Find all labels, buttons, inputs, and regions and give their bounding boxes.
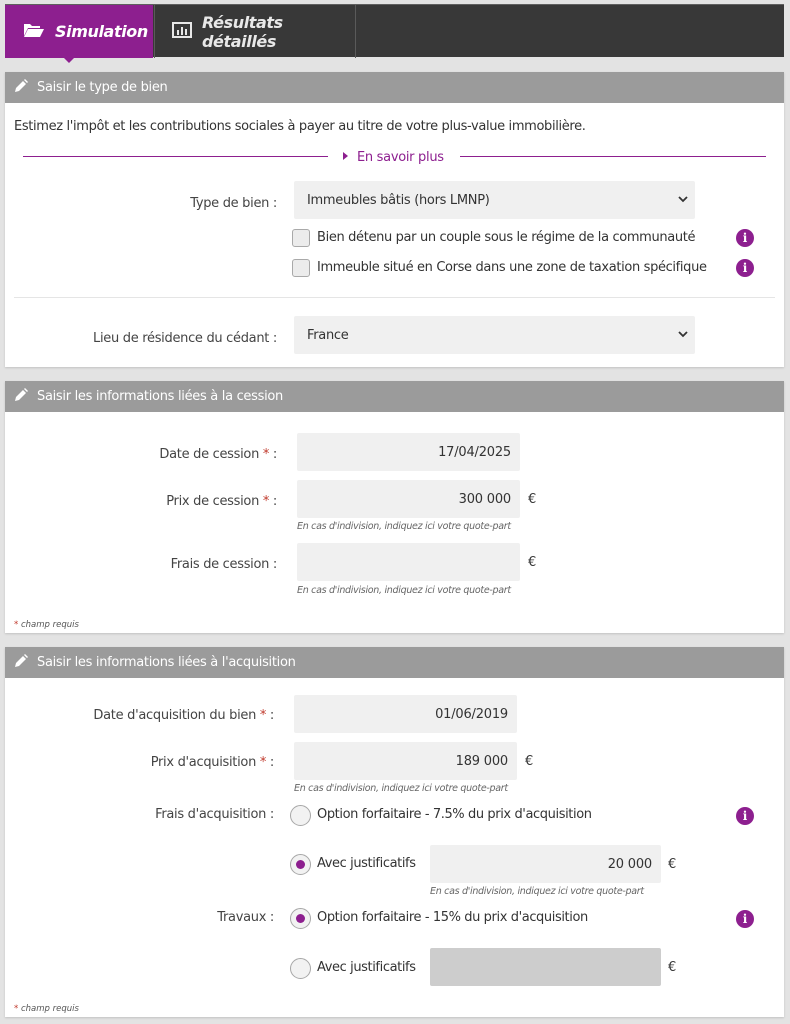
en-savoir-plus: [23, 150, 766, 164]
currency-symbol: €: [525, 754, 534, 769]
required-mark: *: [259, 755, 267, 770]
panel-cession: [5, 381, 784, 633]
required-mark: *: [14, 1004, 19, 1014]
prix-cession-label-text: Prix de cession: [166, 494, 260, 509]
frais-forfaitaire-radio[interactable]: [290, 805, 311, 826]
date-acquisition-value: 01/06/2019: [435, 706, 508, 722]
frais-forfaitaire-label: Option forfaitaire - 7.5% du prix d'acquisition: [317, 807, 592, 822]
panel-header: [5, 647, 784, 678]
currency-symbol: €: [668, 960, 677, 975]
required-mark: *: [262, 494, 270, 509]
pencil-icon: [14, 654, 28, 672]
bar-chart-icon: [172, 22, 192, 42]
en-savoir-plus-link[interactable]: [343, 150, 444, 165]
chevron-down-icon: [677, 328, 689, 340]
panel-header: [5, 381, 784, 412]
corse-checkbox-label: Immeuble situé en Corse dans une zone de taxation spécifique: [317, 260, 707, 275]
required-mark: *: [14, 620, 19, 630]
date-cession-input[interactable]: [297, 433, 520, 471]
type-de-bien-select[interactable]: [294, 181, 695, 219]
tab-resultats-detailles[interactable]: [154, 5, 356, 58]
lieu-residence-value: France: [307, 327, 349, 343]
travaux-forfaitaire-label: Option forfaitaire - 15% du prix d'acquisition: [317, 910, 588, 925]
currency-symbol: €: [668, 857, 677, 872]
lieu-residence-label: Lieu de résidence du cédant :: [93, 331, 277, 346]
frais-cession-input[interactable]: [297, 543, 520, 581]
frais-acquisition-label: Frais d'acquisition :: [155, 807, 274, 822]
type-de-bien-label: Type de bien :: [190, 196, 277, 211]
currency-symbol: €: [528, 492, 537, 507]
indivision-hint: En cas d'indivision, indiquez ici votre quote-part: [297, 585, 511, 596]
panel-title: Saisir les informations liées à l'acquisition: [37, 655, 296, 670]
info-icon[interactable]: i: [736, 259, 754, 277]
date-cession-label: [159, 447, 277, 462]
type-de-bien-value: Immeubles bâtis (hors LMNP): [307, 192, 490, 208]
panel-header: [5, 72, 784, 103]
section-divider: [14, 297, 775, 298]
frais-cession-label: Frais de cession :: [170, 557, 277, 572]
corse-checkbox[interactable]: [292, 259, 310, 277]
divider-line: [460, 156, 766, 157]
currency-symbol: €: [528, 555, 537, 570]
divider-line: [23, 156, 328, 157]
label-colon: :: [269, 708, 274, 723]
panel-acquisition: [5, 647, 784, 1017]
info-icon[interactable]: i: [736, 910, 754, 928]
required-note: [14, 1004, 79, 1014]
date-acquisition-label-text: Date d'acquisition du bien: [93, 708, 257, 723]
prix-cession-input[interactable]: [297, 480, 520, 518]
label-colon: :: [269, 755, 274, 770]
date-cession-label-text: Date de cession: [159, 447, 260, 462]
prix-acquisition-value: 189 000: [455, 753, 508, 769]
prix-cession-label: [166, 494, 277, 509]
pencil-icon: [14, 79, 28, 97]
travaux-forfaitaire-radio[interactable]: [290, 908, 311, 929]
prix-acquisition-input[interactable]: [294, 742, 517, 780]
label-colon: :: [272, 447, 277, 462]
required-note-text: champ requis: [20, 1004, 79, 1014]
frais-justificatifs-value: 20 000: [607, 856, 652, 872]
tab-simulation-label: Simulation: [55, 22, 148, 41]
panel-type-de-bien: [5, 72, 784, 367]
tab-simulation[interactable]: [5, 5, 153, 58]
couple-checkbox-label: Bien détenu par un couple sous le régime de la communauté: [317, 230, 696, 245]
tab-resultats-label: Résultats détaillés: [202, 12, 283, 51]
couple-checkbox[interactable]: [292, 229, 310, 247]
frais-justificatifs-radio[interactable]: [290, 854, 311, 875]
frais-justificatifs-label: Avec justificatifs: [317, 856, 416, 871]
travaux-justificatifs-radio[interactable]: [290, 958, 311, 979]
intro-text: Estimez l'impôt et les contributions sociales à payer au titre de votre plus-value immobilière.: [14, 119, 586, 134]
required-mark: *: [259, 708, 267, 723]
lieu-residence-select[interactable]: [294, 316, 695, 354]
indivision-hint: En cas d'indivision, indiquez ici votre quote-part: [297, 521, 511, 532]
date-cession-value: 17/04/2025: [438, 444, 511, 460]
label-colon: :: [272, 494, 277, 509]
chevron-down-icon: [677, 193, 689, 205]
info-icon[interactable]: i: [736, 807, 754, 825]
indivision-hint: En cas d'indivision, indiquez ici votre quote-part: [430, 886, 644, 897]
folder-open-icon: [23, 22, 45, 42]
travaux-justificatifs-label: Avec justificatifs: [317, 960, 416, 975]
prix-acquisition-label: [151, 755, 274, 770]
required-note: [14, 620, 79, 630]
indivision-hint: En cas d'indivision, indiquez ici votre quote-part: [294, 783, 508, 794]
required-mark: *: [262, 447, 270, 462]
prix-acquisition-label-text: Prix d'acquisition: [150, 755, 257, 770]
frais-justificatifs-input[interactable]: [430, 845, 661, 883]
panel-title: Saisir les informations liées à la cession: [37, 389, 283, 404]
pencil-icon: [14, 388, 28, 406]
caret-right-icon: [343, 152, 348, 160]
prix-cession-value: 300 000: [458, 491, 511, 507]
info-icon[interactable]: i: [736, 229, 754, 247]
en-savoir-plus-label: En savoir plus: [357, 150, 444, 165]
tab-bar: [5, 4, 784, 57]
travaux-justificatifs-input[interactable]: [430, 948, 661, 986]
date-acquisition-input[interactable]: [294, 695, 517, 733]
date-acquisition-label: [93, 708, 274, 723]
panel-title: Saisir le type de bien: [37, 80, 168, 95]
required-note-text: champ requis: [20, 620, 79, 630]
active-tab-indicator: [58, 52, 80, 63]
travaux-label: Travaux :: [217, 910, 274, 925]
